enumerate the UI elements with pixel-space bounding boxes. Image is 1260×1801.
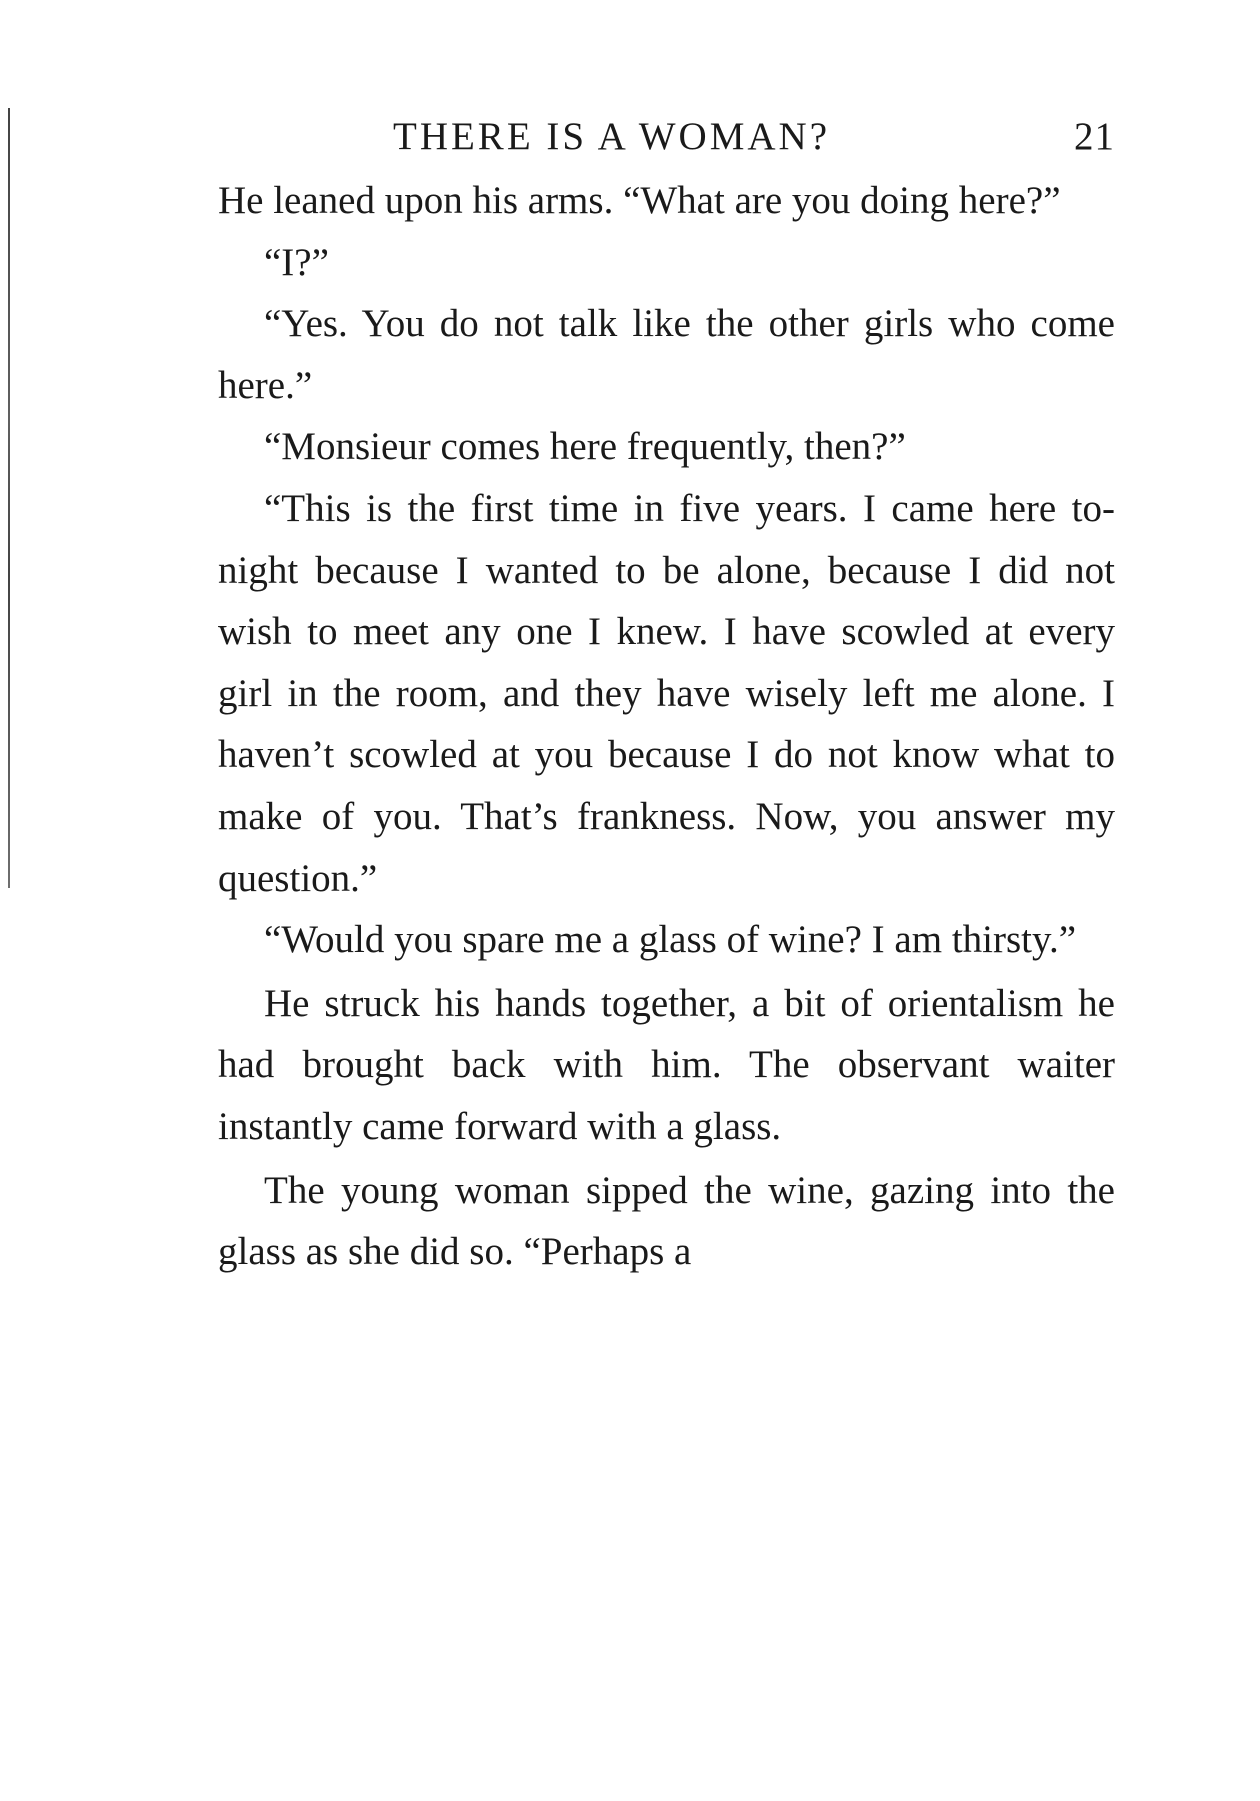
paragraph-8: The young woman sipped the wine, gazing into the glass as she did so. “Perhaps a: [218, 1168, 1115, 1274]
binding-edge-line: [8, 108, 10, 888]
page-number: 21: [1074, 115, 1115, 158]
body-text: [218, 170, 1115, 1283]
paragraph-7: He struck his hands together, a bit of orientalism he had brought back with him. The observant waiter instantly came forward with a glass.: [218, 981, 1115, 1148]
paragraph-3: “Yes. You do not talk like the other girls who come here.”: [218, 302, 1115, 407]
paragraph-4: “Monsieur comes here frequently, then?”: [264, 425, 906, 469]
running-head: [218, 106, 1115, 166]
running-title: THERE IS A WOMAN?: [393, 115, 831, 158]
paragraph-6: “Would you spare me a glass of wine? I am thirsty.”: [264, 918, 1077, 962]
paragraph-1: He leaned upon his arms. “What are you doing here?”: [218, 179, 1061, 222]
book-page: [218, 106, 1115, 1283]
paragraph-5: “This is the first time in five years. I came here to-night because I wanted to be alone, because I did not wish to meet any one I knew. I have scowled at every girl in the room, and they have wisely left me alone. I haven’t scowled at you because I do not know what to make of you. That’s frankness. Now, you answer my question.”: [218, 486, 1115, 900]
paragraph-2: “I?”: [264, 240, 329, 284]
